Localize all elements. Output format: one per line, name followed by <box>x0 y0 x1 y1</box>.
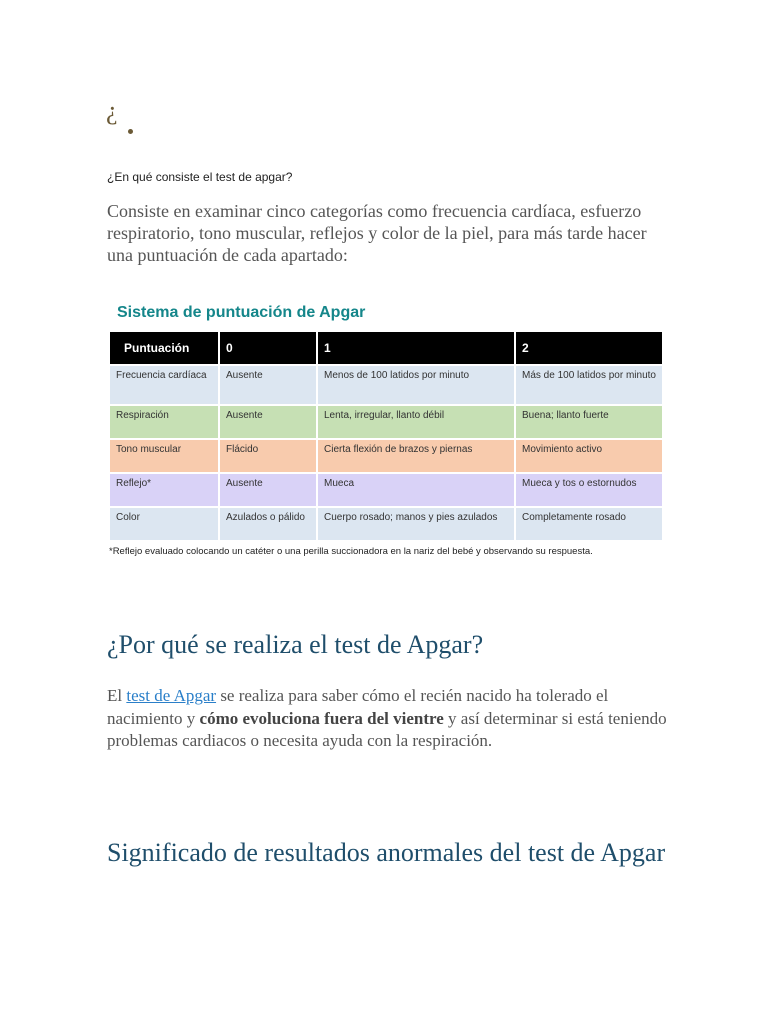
table-header-row <box>109 331 663 365</box>
table-cell: Lenta, irregular, llanto débil <box>317 405 515 439</box>
bullet-icon <box>128 129 133 134</box>
table-cell: Menos de 100 latidos por minuto <box>317 365 515 405</box>
apgar-table-title: Sistema de puntuación de Apgar <box>117 304 366 321</box>
table-cell: Ausente <box>219 365 317 405</box>
table-cell: Frecuencia cardíaca <box>109 365 219 405</box>
table-cell: Más de 100 latidos por minuto <box>515 365 663 405</box>
table-cell: Azulados o pálido <box>219 507 317 541</box>
table-cell: Mueca y tos o estornudos <box>515 473 663 507</box>
text-run: El <box>107 686 127 705</box>
table-footnote: *Reflejo evaluado colocando un catéter o una perilla succionadora en la nariz del bebé y observando su respuesta. <box>109 546 593 557</box>
table-cell: Completamente rosado <box>515 507 663 541</box>
table-cell: Respiración <box>109 405 219 439</box>
table-cell: Ausente <box>219 405 317 439</box>
header-cell: 2 <box>515 331 663 365</box>
test-de-apgar-link[interactable]: test de Apgar <box>126 686 217 705</box>
table-cell: Cierta flexión de brazos y piernas <box>317 439 515 473</box>
text-run: y así determinar si está teniendo problemas cardiacos o necesita ayuda con la respiración. <box>107 708 667 750</box>
text-run: se realiza para saber cómo el recién nacido ha tolerado el nacimiento y <box>107 686 609 728</box>
section-heading-why: ¿Por qué se realiza el test de Apgar? <box>107 630 484 659</box>
table-row <box>109 365 663 405</box>
header-cell: Puntuación <box>109 331 219 365</box>
table-cell: Buena; llanto fuerte <box>515 405 663 439</box>
why-paragraph <box>107 685 667 753</box>
table-row <box>109 473 663 507</box>
table-cell: Tono muscular <box>109 439 219 473</box>
table-cell: Mueca <box>317 473 515 507</box>
header-cell: 1 <box>317 331 515 365</box>
header-cell: 0 <box>219 331 317 365</box>
table-cell: Color <box>109 507 219 541</box>
table-cell: Ausente <box>219 473 317 507</box>
section-heading-abnormal: Significado de resultados anormales del test de Apgar <box>107 838 666 867</box>
table-cell: Flácido <box>219 439 317 473</box>
apgar-table <box>108 330 664 542</box>
bold-text: cómo evoluciona fuera del vientre <box>199 708 444 728</box>
intro-paragraph: Consiste en examinar cinco categorías como frecuencia cardíaca, esfuerzo respiratorio, tono muscular, reflejos y color de la piel, para más tarde hacer una puntuación de cada apartado: <box>107 201 647 265</box>
small-question: ¿En qué consiste el test de apgar? <box>107 170 293 184</box>
table-cell: Cuerpo rosado; manos y pies azulados <box>317 507 515 541</box>
apgar-table-figure <box>107 296 663 557</box>
table-cell: Movimiento activo <box>515 439 663 473</box>
table-row <box>109 507 663 541</box>
table-row <box>109 405 663 439</box>
table-row <box>109 439 663 473</box>
table-cell: Reflejo* <box>109 473 219 507</box>
inverted-question-mark: ¿ <box>106 96 118 125</box>
